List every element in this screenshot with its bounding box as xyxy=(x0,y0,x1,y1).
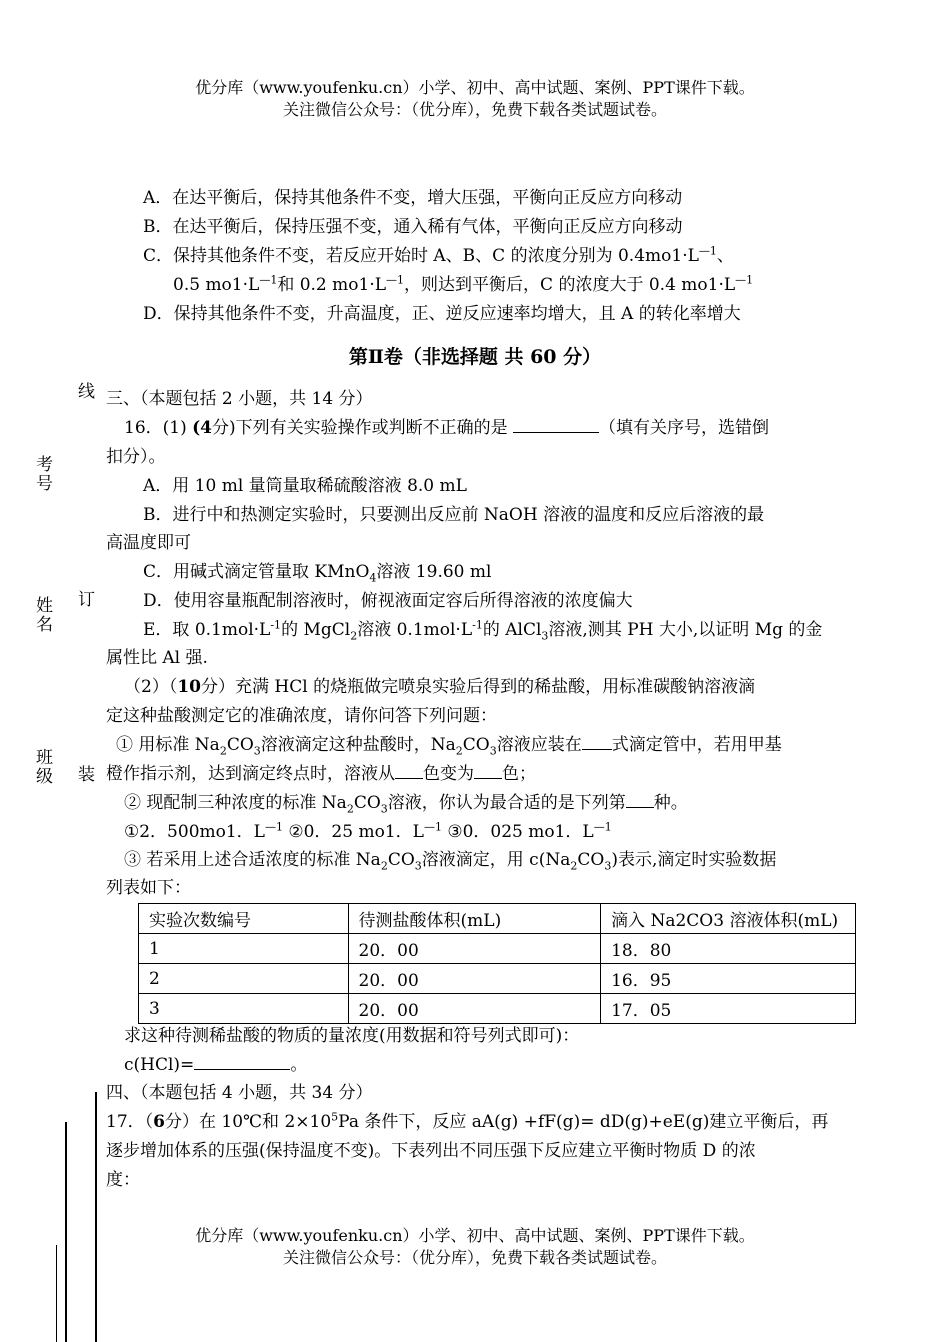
opt-a: ①2．500mo1．L xyxy=(124,822,265,842)
q16-e-2: 的 MgCl xyxy=(281,620,351,640)
s2-a: ② 现配制三种浓度的标准 Na xyxy=(124,793,347,813)
opt-c: ③0．025 mo1．L xyxy=(441,822,594,842)
s2-d: 种。 xyxy=(653,793,688,813)
q16-2-sub2 xyxy=(124,789,688,817)
s2-b: CO xyxy=(353,793,381,813)
table-cell: 3 xyxy=(139,994,349,1024)
q16-2-options xyxy=(124,818,612,846)
s1-sub4: 3 xyxy=(489,744,497,758)
q17-a: 17．（ xyxy=(106,1112,154,1132)
side-label-banji: 班级 xyxy=(32,748,52,786)
table-header-row xyxy=(139,904,856,934)
table-header-cell: 待测盐酸体积(mL) xyxy=(348,904,601,934)
option-c2-sup2: —1 xyxy=(386,273,405,287)
table-cell: 18．80 xyxy=(601,934,856,964)
answer-pre: c(HCl)= xyxy=(124,1055,195,1075)
q16-option-b-line-2: 高温度即可 xyxy=(106,533,191,553)
table-cell: 20．00 xyxy=(348,934,601,964)
q16-2-pre: （2）（ xyxy=(124,677,178,697)
table-cell: 20．00 xyxy=(348,964,601,994)
s3-e: )表示,滴定时实验数据 xyxy=(611,850,777,870)
binding-line-outer xyxy=(56,1245,57,1342)
q16-option-d: D．使用容量瓶配制溶液时，俯视液面定容后所得溶液的浓度偏大 xyxy=(143,591,633,611)
chcl-answer-blank[interactable] xyxy=(194,1051,290,1070)
titration-table xyxy=(138,903,856,1024)
q16-e-sup2: -1 xyxy=(472,618,483,632)
option-c-line-2 xyxy=(173,271,753,299)
q16-intro-post: （填有关序号，选错倒 xyxy=(599,418,770,438)
s3-b: CO xyxy=(387,850,415,870)
q17-sup: 5 xyxy=(331,1110,339,1124)
option-c2-b: 和 0.2 mo1·L xyxy=(277,275,387,295)
s1-f: 式滴定管中，若用甲基 xyxy=(611,735,782,755)
opt-sup2: —1 xyxy=(423,820,442,834)
option-c-sup: —1 xyxy=(698,244,717,258)
q16-2-sub1 xyxy=(116,731,782,759)
color-to-blank[interactable] xyxy=(474,760,502,779)
side-label-zhuang: 装 xyxy=(74,765,94,784)
concentration-choice-blank[interactable] xyxy=(626,789,654,808)
footer-line-2: 关注微信公众号：（优分库），免费下载各类试题试卷。 xyxy=(282,1248,667,1267)
table-cell: 20．00 xyxy=(348,994,601,1024)
option-c-text: C．保持其他条件不变，若反应开始时 A、B、C 的浓度分别为 0.4mo1·L xyxy=(143,246,699,266)
q16-2-ask: 求这种待测稀盐酸的物质的量浓度(用数据和符号列式即可)： xyxy=(124,1026,580,1046)
q16-e-3: 溶液 0.1mol·L xyxy=(357,620,473,640)
q16-c-sub: 4 xyxy=(369,571,377,585)
section-3-heading: 三、（本题包括 2 小题，共 14 分） xyxy=(106,389,373,409)
s1-sub2: 3 xyxy=(253,744,261,758)
q17-line-3: 度： xyxy=(106,1170,140,1190)
option-c2-sup3: —1 xyxy=(735,273,754,287)
s1-sub1: 2 xyxy=(219,744,227,758)
option-c-line-1 xyxy=(143,242,734,270)
q16-option-e-line-2: 属性比 Al 强. xyxy=(106,648,208,668)
q17-line-2: 逐步增加体系的压强(保持温度不变)。下表列出不同压强下反应建立平衡时物质 D 的浓 xyxy=(106,1141,756,1161)
table-header-cell: 滴入 Na2CO3 溶液体积(mL) xyxy=(601,904,856,934)
s1-sub3: 2 xyxy=(455,744,463,758)
s1-line2c: 色； xyxy=(502,764,536,784)
option-c2-sup1: —1 xyxy=(259,273,278,287)
s1-c: 溶液滴定这种盐酸时，Na xyxy=(260,735,456,755)
q17-c: Pa 条件下，反应 aA(g) +fF(g)= dD(g)+eE(g)建立平衡后，再 xyxy=(338,1112,829,1132)
q16-intro-pre: 16．(1) xyxy=(124,418,193,438)
side-label-xian: 线 xyxy=(74,382,94,401)
s1-d: CO xyxy=(462,735,490,755)
side-label-xingming: 姓名 xyxy=(32,596,52,634)
q16-intro-mid: 分)下列有关实验操作或判断不正确的是 xyxy=(212,418,508,438)
s3-sub2: 3 xyxy=(414,859,422,873)
q16-c-pre: C．用碱式滴定管量取 KMnO xyxy=(143,562,370,582)
s3-c: 溶液滴定，用 c(Na xyxy=(421,850,571,870)
q16-c-post: 溶液 19.60 ml xyxy=(376,562,492,582)
q16-2-sub3 xyxy=(124,846,776,874)
q17-b: 分）在 10℃和 2×10 xyxy=(164,1112,332,1132)
q17-bold: 6 xyxy=(153,1112,165,1132)
table-cell: 16．95 xyxy=(601,964,856,994)
burette-type-blank[interactable] xyxy=(582,731,612,750)
q16-option-e xyxy=(143,616,822,644)
s1-b: CO xyxy=(226,735,254,755)
option-c2-a: 0.5 mo1·L xyxy=(173,275,260,295)
q16-e-sub1: 2 xyxy=(350,629,358,643)
s2-c: 溶液，你认为最合适的是下列第 xyxy=(387,793,626,813)
table-cell: 2 xyxy=(139,964,349,994)
s1-a: ① 用标准 Na xyxy=(116,735,220,755)
table-cell: 17．05 xyxy=(601,994,856,1024)
q16-2-sub1-line-2 xyxy=(106,760,536,788)
opt-sup3: —1 xyxy=(593,820,612,834)
s1-line2a: 橙作指示剂，达到滴定终点时，溶液从 xyxy=(106,764,395,784)
s3-sub3: 2 xyxy=(570,859,578,873)
option-c-end: 、 xyxy=(716,246,734,266)
q17-line-1 xyxy=(106,1108,828,1136)
s3-sub4: 3 xyxy=(604,859,612,873)
footer-line-1: 优分库（www.youfenku.cn）小学、初中、高中试题、案例、PPT课件下载。 xyxy=(195,1226,755,1245)
q16-2-sub3-line-2: 列表如下： xyxy=(106,878,191,898)
binding-line-left xyxy=(65,1122,67,1342)
s3-sub1: 2 xyxy=(380,859,388,873)
s3-d: CO xyxy=(577,850,605,870)
opt-b: ②0．25 mo1．L xyxy=(282,822,424,842)
table-row xyxy=(139,934,856,964)
q16-e-5: 溶液,测其 PH 大小,以证明 Mg 的金 xyxy=(548,620,823,640)
q16-e-4: 的 AlCl xyxy=(482,620,542,640)
table-cell: 1 xyxy=(139,934,349,964)
s1-line2b: 色变为 xyxy=(423,764,474,784)
s2-sub1: 2 xyxy=(346,802,354,816)
table-row xyxy=(139,994,856,1024)
option-c2-c: ，则达到平衡后，C 的浓度大于 0.4 mo1·L xyxy=(404,275,736,295)
side-label-ding: 订 xyxy=(74,590,94,609)
q16-option-b-line-1: B．进行中和热测定实验时，只要测出反应前 NaOH 溶液的温度和反应后溶液的最 xyxy=(143,505,765,525)
option-b: B．在达平衡后，保持压强不变，通入稀有气体，平衡向正反应方向移动 xyxy=(143,217,683,237)
color-from-blank[interactable] xyxy=(395,760,423,779)
q16-e-sup1: -1 xyxy=(270,618,282,632)
q16-option-c xyxy=(143,558,491,586)
q16-2-bold: 10 xyxy=(177,677,201,697)
q16-2-answer xyxy=(124,1051,307,1079)
q16-answer-blank[interactable] xyxy=(513,414,599,433)
header-line-1: 优分库（www.youfenku.cn）小学、初中、高中试题、案例、PPT课件下载。 xyxy=(195,78,755,97)
s2-sub2: 3 xyxy=(380,802,388,816)
header-line-2: 关注微信公众号：（优分库），免费下载各类试题试卷。 xyxy=(282,100,667,119)
s3-a: ③ 若采用上述合适浓度的标准 Na xyxy=(124,850,381,870)
s1-e: 溶液应装在 xyxy=(496,735,582,755)
option-d: D．保持其他条件不变，升高温度，正、逆反应速率均增大，且 A 的转化率增大 xyxy=(143,304,741,324)
section-4-heading: 四、（本题包括 4 小题，共 34 分） xyxy=(106,1083,373,1103)
table-header-cell: 实验次数编号 xyxy=(139,904,349,934)
part2-title: 第Ⅱ卷（非选择题 共 60 分） xyxy=(348,346,602,368)
q16-2-post: 分）充满 HCl 的烧瓶做完喷泉实验后得到的稀盐酸，用标准碳酸钠溶液滴 xyxy=(201,677,756,697)
side-label-kaohao: 考号 xyxy=(32,455,52,493)
table-row xyxy=(139,964,856,994)
q16-intro-bold: (4 xyxy=(192,418,212,438)
q16-e-1: E．取 0.1mol·L xyxy=(143,620,271,640)
q16-intro-line-2: 扣分）。 xyxy=(106,447,166,467)
binding-line-right xyxy=(95,1092,97,1342)
answer-post: 。 xyxy=(290,1055,308,1075)
option-a: A．在达平衡后，保持其他条件不变，增大压强，平衡向正反应方向移动 xyxy=(143,188,683,208)
q16-2-intro-line-2: 定这种盐酸测定它的准确浓度，请你问答下列问题： xyxy=(106,706,497,726)
q16-2-intro xyxy=(124,673,755,701)
q16-option-a: A．用 10 ml 量筒量取稀硫酸溶液 8.0 mL xyxy=(143,476,467,496)
opt-sup1: —1 xyxy=(264,820,283,834)
q16-e-sub2: 3 xyxy=(541,629,549,643)
q16-intro xyxy=(124,414,769,442)
